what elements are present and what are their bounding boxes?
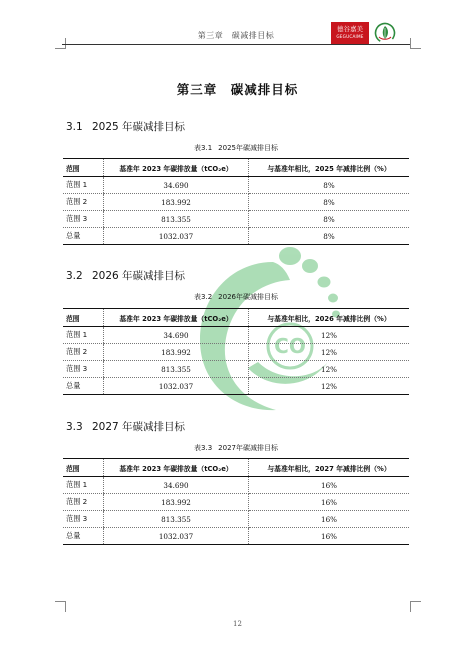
table-row [63,177,409,194]
table-row [63,511,409,528]
reduction-table-2026 [63,308,409,395]
section-title: 2025 年碳减排目标 [92,121,186,133]
cell-ratio: 8% [249,194,410,211]
reduction-table-2025 [63,158,409,245]
col-header-scope: 范围 [63,309,104,327]
table-caption-3-1 [62,143,410,153]
cell-scope: 范围 2 [63,494,104,511]
section-title: 2027 年碳减排目标 [92,421,186,433]
section-heading-3-3 [66,419,185,434]
cell-scope: 范围 1 [63,177,104,194]
section-number: 3.3 [66,421,83,433]
cell-ratio: 12% [249,344,410,361]
table-row-total [63,528,409,545]
col-header-scope: 范围 [63,459,104,477]
table-header-row [63,459,409,477]
table-row [63,494,409,511]
col-header-ratio: 与基准年相比，2026 年减排比例（%） [249,309,410,327]
table-row-total [63,228,409,245]
cell-baseline: 183.992 [104,194,249,211]
section-heading-3-2 [66,268,185,283]
table-caption-3-2 [62,292,410,302]
cell-ratio: 16% [249,528,410,545]
company-logo [331,22,369,44]
reduction-table-2027 [63,458,409,545]
watermark-co-text: CO [274,334,306,358]
cell-scope: 范围 1 [63,477,104,494]
cell-ratio: 16% [249,511,410,528]
col-header-baseline: 基准年 2023 年碳排放量（tCO₂e） [104,159,249,177]
cell-scope: 总量 [63,528,104,545]
col-header-ratio: 与基准年相比，2025 年减排比例（%） [249,159,410,177]
cell-baseline: 813.355 [104,211,249,228]
table-row [63,344,409,361]
cell-ratio: 12% [249,378,410,395]
cell-ratio: 8% [249,211,410,228]
caption-text: 2027年碳减排目标 [218,444,278,452]
caption-number: 表3.3 [194,444,213,452]
cell-scope: 范围 2 [63,194,104,211]
chapter-title: 第三章 碳减排目标 [176,82,299,97]
cell-baseline: 1032.037 [104,378,249,395]
col-header-baseline: 基准年 2023 年碳排放量（tCO₂e） [104,309,249,327]
logo-name-cn: 德谷嘉美 [337,25,363,33]
cell-scope: 范围 3 [63,211,104,228]
table-row-total [63,378,409,395]
col-header-scope: 范围 [63,159,104,177]
crop-mark-bottom-right [410,601,421,612]
cell-scope: 范围 3 [63,511,104,528]
table-header-row [63,159,409,177]
cell-ratio: 12% [249,361,410,378]
section-title: 2026 年碳减排目标 [92,270,186,282]
cell-baseline: 183.992 [104,344,249,361]
caption-text: 2025年碳减排目标 [218,144,278,152]
cell-ratio: 16% [249,494,410,511]
cell-baseline: 813.355 [104,361,249,378]
cell-ratio: 8% [249,177,410,194]
cell-ratio: 16% [249,477,410,494]
cell-scope: 总量 [63,378,104,395]
table-header-row [63,309,409,327]
cell-scope: 范围 3 [63,361,104,378]
section-number: 3.2 [66,270,83,282]
logo-name-en: GEGUCAIME [336,34,364,39]
leaf-logo-icon [374,22,396,44]
cell-baseline: 34.690 [104,327,249,344]
page-number: 12 [233,620,242,628]
cell-scope: 范围 2 [63,344,104,361]
cell-scope: 总量 [63,228,104,245]
cell-scope: 范围 1 [63,327,104,344]
table-row [63,211,409,228]
cell-ratio: 12% [249,327,410,344]
table-row [63,194,409,211]
col-header-baseline: 基准年 2023 年碳排放量（tCO₂e） [104,459,249,477]
cell-ratio: 8% [249,228,410,245]
caption-text: 2026年碳减排目标 [218,293,278,301]
table-caption-3-3 [62,443,410,453]
cell-baseline: 1032.037 [104,228,249,245]
section-number: 3.1 [66,121,83,133]
cell-baseline: 34.690 [104,477,249,494]
crop-mark-bottom-left [55,601,66,612]
table-row [63,477,409,494]
col-header-ratio: 与基准年相比，2027 年减排比例（%） [249,459,410,477]
header-rule [62,44,410,45]
cell-baseline: 183.992 [104,494,249,511]
running-header: 第三章 碳减排目标 [197,31,275,40]
cell-baseline: 813.355 [104,511,249,528]
table-row [63,361,409,378]
caption-number: 表3.2 [194,293,213,301]
section-heading-3-1 [66,119,185,134]
crop-mark-top-right [410,38,421,49]
cell-baseline: 1032.037 [104,528,249,545]
caption-number: 表3.1 [194,144,213,152]
cell-baseline: 34.690 [104,177,249,194]
table-row [63,327,409,344]
